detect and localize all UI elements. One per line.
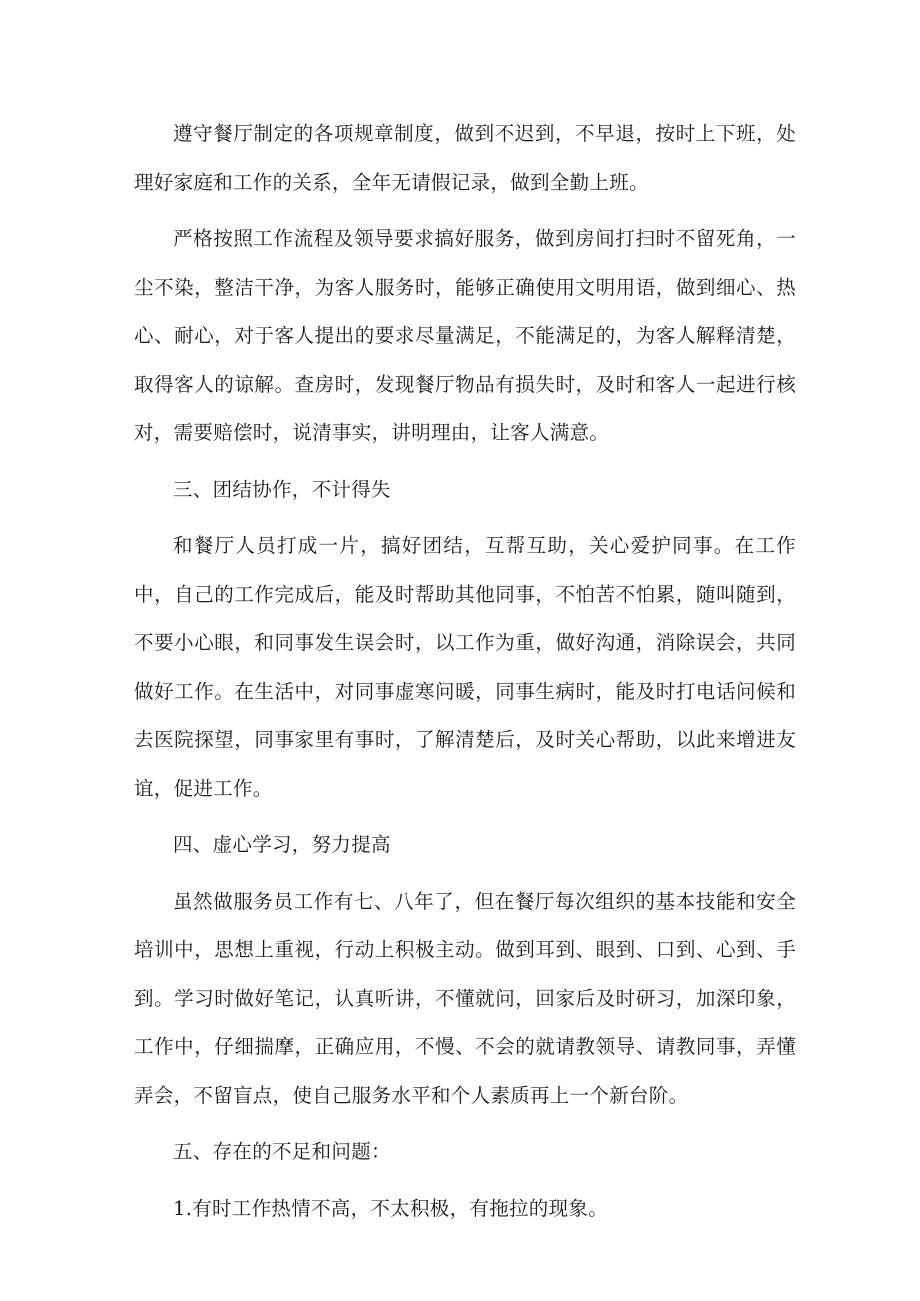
paragraph-learning: 虽然做服务员工作有七、八年了，但在餐厅每次组织的基本技能和安全培训中，思想上重视，行动上积极主动。做到耳到、眼到、口到、心到、手到。学习时做好笔记，认真听讲，不懂就问，回家后及时研习，加深印象，工作中，仔细揣摩，正确应用，不慢、不会的就请教领导、请教同事，弄懂弄会，不留盲点，使自己服务水平和个人素质再上一个新台阶。 — [134, 889, 796, 1107]
paragraph-teamwork: 和餐厅人员打成一片，搞好团结，互帮互助，关心爱护同事。在工作中，自己的工作完成后，能及时帮助其他同事，不怕苦不怕累，随叫随到，不要小心眼，和同事发生误会时，以工作为重，做好沟通，消除误会，共同做好工作。在生活中，对同事虚寒问暖，同事生病时，能及时打电话问候和去医院探望，同事家里有事时，了解清楚后，及时关心帮助，以此来增进友谊，促进工作。 — [134, 534, 796, 800]
paragraph-attendance: 遵守餐厅制定的各项规章制度，做到不迟到，不早退，按时上下班，处理好家庭和工作的关系，全年无请假记录，做到全勤上班。 — [134, 122, 796, 194]
section-heading-teamwork: 三、团结协作，不计得失 — [173, 477, 391, 501]
paragraph-problem-1: 1.有时工作热情不高，不太积极，有拖拉的现象。 — [173, 1196, 609, 1220]
paragraph-service: 严格按照工作流程及领导要求搞好服务，做到房间打扫时不留死角，一尘不染，整洁干净，为客人服务时，能够正确使用文明用语，做到细心、热心、耐心，对于客人提出的要求尽量满足，不能满足的，为客人解释清楚，取得客人的谅解。查房时，发现餐厅物品有损失时，及时和客人一起进行核对，需要赔偿时，说清事实，讲明理由，让客人满意。 — [134, 227, 796, 444]
document-body — [134, 110, 796, 1241]
section-heading-problems: 五、存在的不足和问题： — [173, 1140, 391, 1163]
section-heading-learning: 四、虚心学习，努力提高 — [173, 833, 391, 856]
